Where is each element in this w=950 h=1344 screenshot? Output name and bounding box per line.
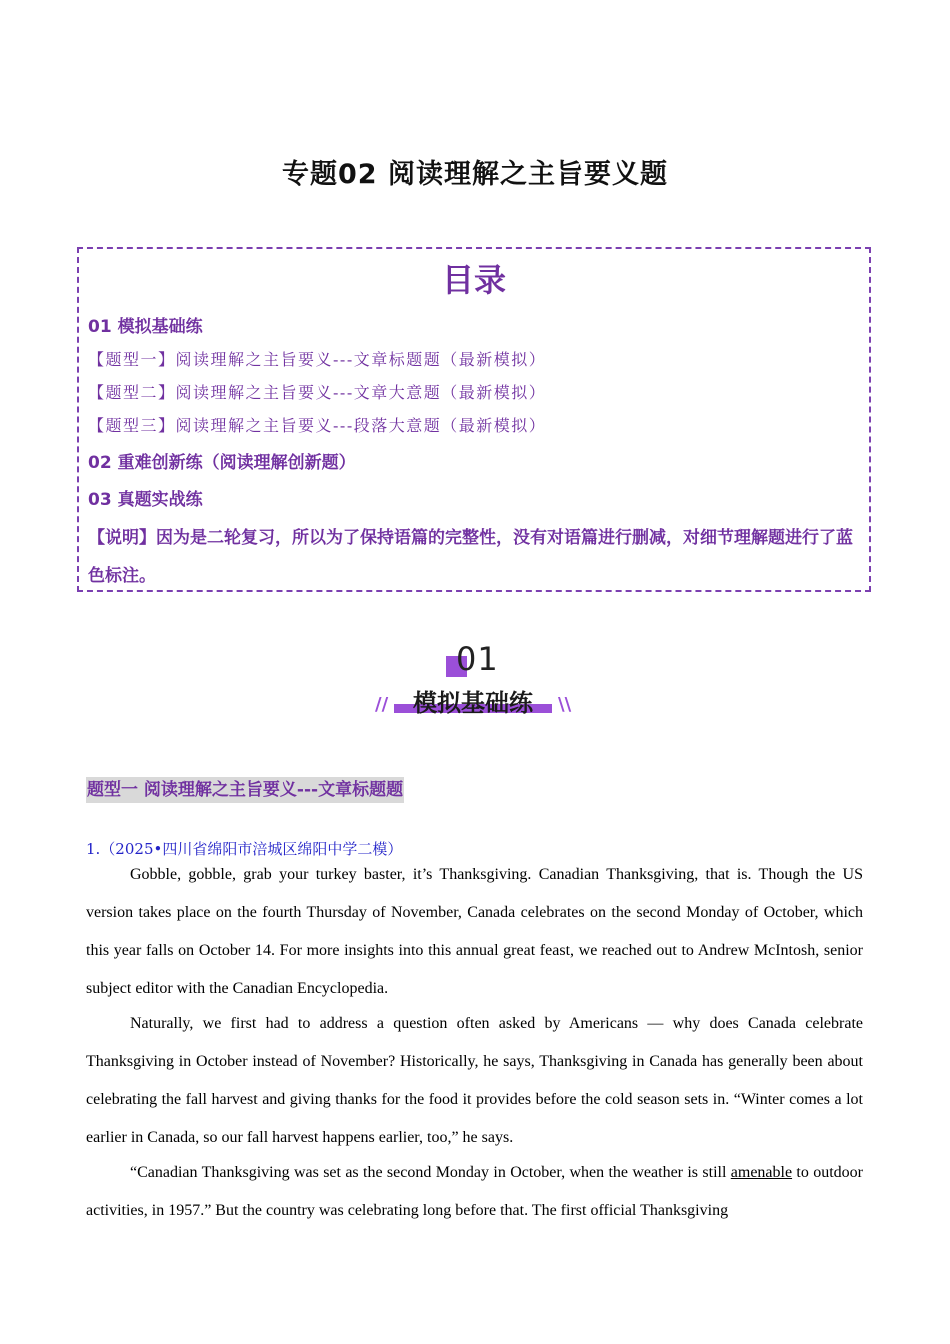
paragraph-1: Gobble, gobble, grab your turkey baster, it’s Thanksgiving. Canadian Thanksgiving, that is. Though the US version takes place on the fourth Thursday of November, Canada celebrates on the second Monday of October, which this year falls on October 14. For more insights into this annual great feast, we reached out to Andrew McIntosh, senior subject editor with the Canadian Encyclopedia. bbox=[86, 866, 863, 997]
toc-section-1[interactable]: 01 模拟基础练 bbox=[88, 317, 203, 337]
toc-subitem-1[interactable]: 【题型一】阅读理解之主旨要义---文章标题题（最新模拟） bbox=[88, 350, 547, 369]
banner-slash-right: \\ bbox=[558, 694, 572, 715]
toc-note: 【说明】因为是二轮复习，所以为了保持语篇的完整性，没有对语篇进行删减，对细节理解题进行了蓝色标注。 bbox=[88, 528, 853, 586]
section-banner bbox=[370, 640, 580, 720]
page-title: 专题02 阅读理解之主旨要义题 bbox=[282, 159, 668, 190]
paragraph-3 bbox=[86, 1154, 863, 1230]
type-heading: 题型一 阅读理解之主旨要义---文章标题题 bbox=[86, 777, 404, 803]
question-source: 1.（2025•四川省绵阳市涪城区绵阳中学二模） bbox=[86, 840, 403, 858]
underlined-word: amenable bbox=[730, 1164, 793, 1181]
paragraph-3-start: “Canadian Thanksgiving was set as the second Monday in October, when the weather is still bbox=[130, 1164, 731, 1181]
toc-subitem-2[interactable]: 【题型二】阅读理解之主旨要义---文章大意题（最新模拟） bbox=[88, 383, 547, 402]
banner-title: 模拟基础练 bbox=[413, 689, 533, 717]
banner-number: 01 bbox=[456, 640, 499, 678]
paragraph-2: Naturally, we first had to address a question often asked by Americans — why does Canada celebrate Thanksgiving in October instead of November? Historically, he says, Thanksgiving in Canada has generally been about celebrating the fall harvest and giving thanks for the food it provides before the cold season sets in. “Winter comes a lot earlier in Canada, so our fall harvest happens earlier, too,” he says. bbox=[86, 1015, 863, 1146]
banner-slash-left: // bbox=[375, 694, 389, 715]
toc-section-3[interactable]: 03 真题实战练 bbox=[88, 490, 203, 510]
paragraph-3-end: to outdoor activities, in 1957.” But the country was celebrating long before that. The first official Thanksgiving bbox=[86, 1164, 863, 1219]
toc-section-2[interactable]: 02 重难创新练（阅读理解创新题） bbox=[88, 453, 356, 473]
toc-subitem-3[interactable]: 【题型三】阅读理解之主旨要义---段落大意题（最新模拟） bbox=[88, 416, 547, 435]
toc-heading: 目录 bbox=[441, 261, 506, 299]
reading-passage bbox=[86, 856, 863, 1227]
table-of-contents bbox=[77, 247, 871, 592]
